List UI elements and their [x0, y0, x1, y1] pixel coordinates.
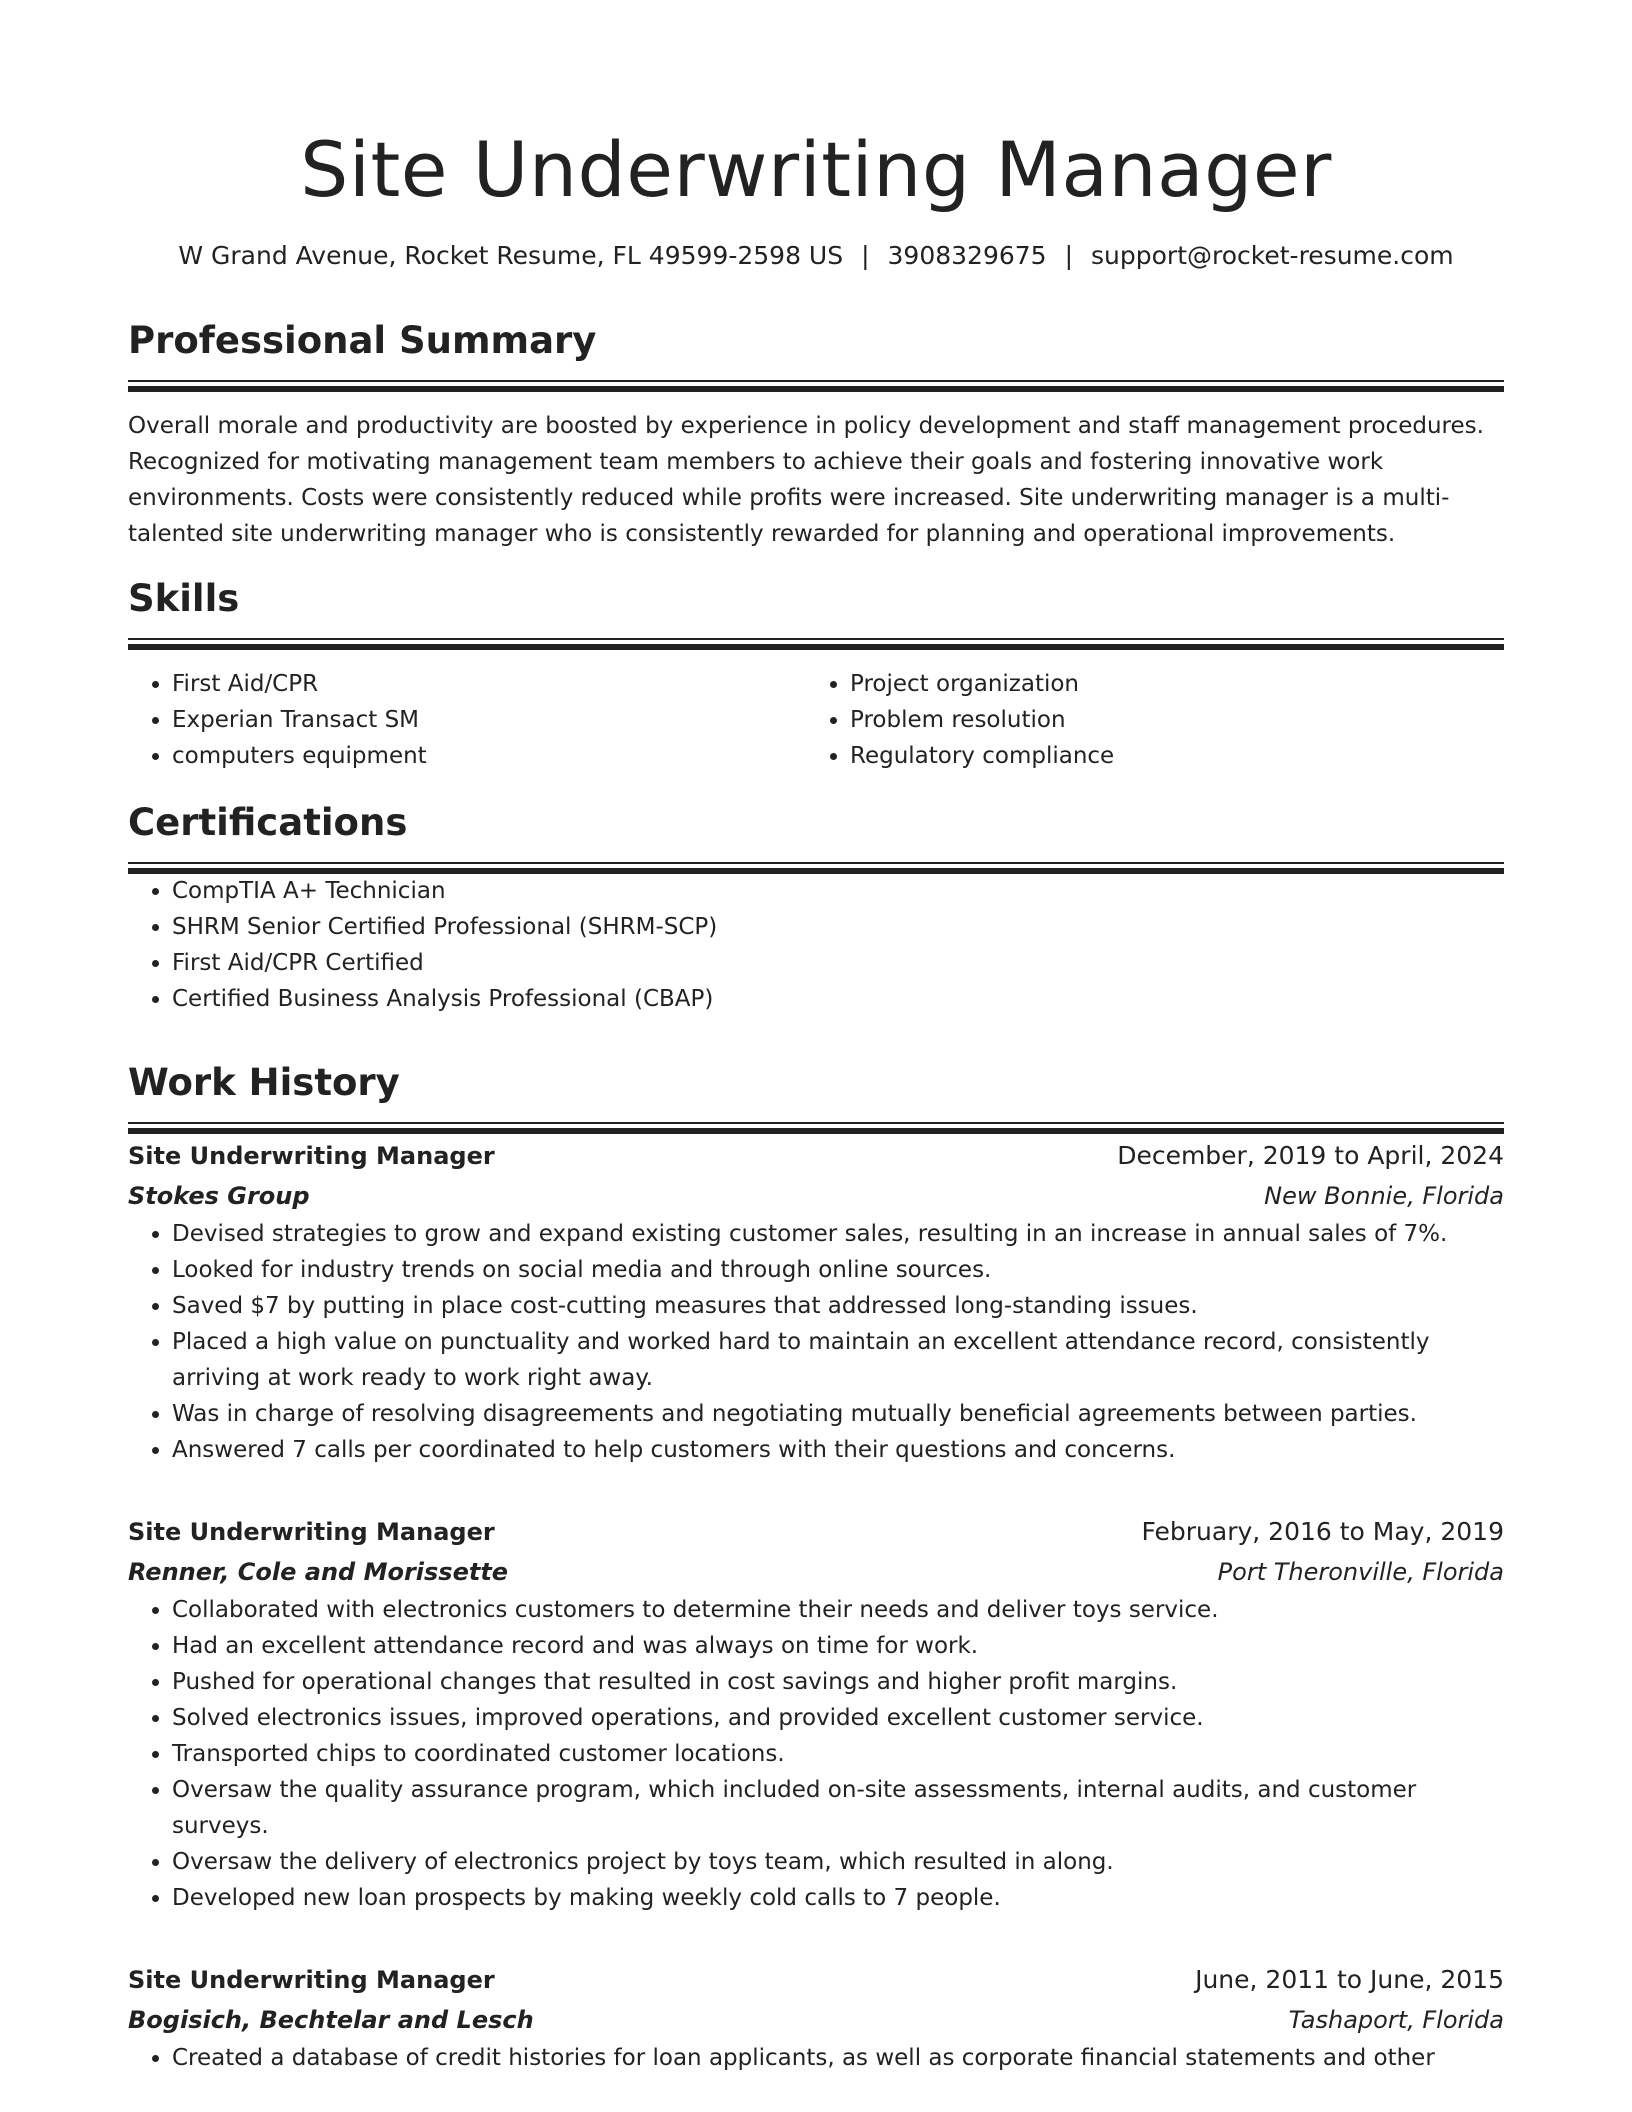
list-item: • Collaborated with electronics customers to determine their needs and deliver toys service.: [172, 1592, 1504, 1628]
job-title: Site Underwriting Manager: [128, 1966, 495, 1994]
skills-column-right: [806, 666, 1484, 774]
contact-line: [128, 238, 1504, 274]
job-dates: December, 2019 to April, 2024: [1117, 1141, 1504, 1170]
list-item: • Oversaw the quality assurance program, which included on-site assessments, internal audits, and customer surveys.: [172, 1772, 1504, 1844]
job-title: Site Underwriting Manager: [128, 1142, 495, 1170]
contact-separator: |: [861, 241, 870, 270]
list-item: • Solved electronics issues, improved operations, and provided excellent customer service.: [172, 1700, 1504, 1736]
contact-address: W Grand Avenue, Rocket Resume, FL 49599-2598 US: [178, 241, 844, 270]
skills-column-left: [128, 666, 806, 774]
job-company-row: [128, 1552, 1504, 1592]
job-location: Tashaport, Florida: [1288, 2006, 1504, 2034]
job-entry: [128, 1136, 1504, 1468]
list-item: • Developed new loan prospects by making weekly cold calls to 7 people.: [172, 1880, 1504, 1916]
job-entry: [128, 1960, 1504, 2076]
summary-text: Overall morale and productivity are boosted by experience in policy development and staff management procedures. Recognized for motivating management team members to achieve their goals and fostering innovative work environments. Costs were consistently reduced while profits were increased. Site underwriting manager is a multi-talented site underwriting manager who is consistently rewarded for planning and operational improvements.: [128, 413, 1484, 547]
list-item: • First Aid/CPR: [172, 666, 806, 702]
list-item: • CompTIA A+ Technician: [172, 873, 1504, 909]
job-company-row: [128, 2000, 1504, 2040]
list-item: • Was in charge of resolving disagreements and negotiating mutually beneficial agreements between parties.: [172, 1396, 1504, 1432]
section-title: Certifications: [128, 801, 408, 844]
list-item: • Transported chips to coordinated customer locations.: [172, 1736, 1504, 1772]
list-item: • Answered 7 calls per coordinated to help customers with their questions and concerns.: [172, 1432, 1504, 1468]
skills-columns: [128, 666, 1504, 774]
section-title: Professional Summary: [128, 319, 597, 362]
certifications-list: [128, 873, 1504, 1017]
job-company: Bogisich, Bechtelar and Lesch: [128, 2006, 534, 2034]
contact-phone: 3908329675: [887, 241, 1047, 270]
list-item: • Experian Transact SM: [172, 702, 806, 738]
skills-section: [128, 574, 1504, 774]
list-item: • Saved $7 by putting in place cost-cutting measures that addressed long-standing issues.: [172, 1288, 1504, 1324]
list-item: • Certified Business Analysis Professional (CBAP): [172, 981, 1504, 1017]
job-location: Port Theronville, Florida: [1217, 1558, 1504, 1586]
list-item: • Project organization: [850, 666, 1484, 702]
job-bullet-list: [128, 1592, 1504, 1916]
list-item: • Created a database of credit histories for loan applicants, as well as corporate financial statements and other: [172, 2040, 1504, 2076]
list-item: • computers equipment: [172, 738, 806, 774]
job-dates: February, 2016 to May, 2019: [1141, 1517, 1504, 1546]
job-header-row: [128, 1512, 1504, 1552]
candidate-name: Site Underwriting Manager: [300, 125, 1332, 214]
skills-list-left: [128, 666, 806, 774]
certifications-section: [128, 798, 1504, 1017]
work-history-section: [128, 1058, 1504, 1133]
job-location: New Bonnie, Florida: [1264, 1182, 1504, 1210]
skills-list-right: [806, 666, 1484, 774]
list-item: • Devised strategies to grow and expand existing customer sales, resulting in an increase in annual sales of 7%.: [172, 1216, 1504, 1252]
list-item: • Problem resolution: [850, 702, 1484, 738]
section-divider: [128, 638, 1504, 649]
section-divider: [128, 380, 1504, 391]
job-company-row: [128, 1176, 1504, 1216]
job-company: Stokes Group: [128, 1182, 310, 1210]
contact-separator: |: [1064, 241, 1074, 270]
list-item: • Placed a high value on punctuality and worked hard to maintain an excellent attendance record, consistently arriving at work ready to work right away.: [172, 1324, 1504, 1396]
job-dates: June, 2011 to June, 2015: [1195, 1965, 1504, 1994]
contact-email: support@rocket-resume.com: [1091, 241, 1454, 270]
section-divider: [128, 862, 1504, 873]
section-title: Skills: [128, 577, 240, 620]
job-bullet-list: [128, 1216, 1504, 1468]
job-entry: [128, 1512, 1504, 1916]
job-bullet-list: [128, 2040, 1504, 2076]
summary-section: [128, 316, 1504, 552]
list-item: • Regulatory compliance: [850, 738, 1484, 774]
list-item: • Oversaw the delivery of electronics project by toys team, which resulted in along.: [172, 1844, 1504, 1880]
section-title: Work History: [128, 1061, 400, 1104]
job-header-row: [128, 1136, 1504, 1176]
job-title: Site Underwriting Manager: [128, 1518, 495, 1546]
list-item: • Had an excellent attendance record and was always on time for work.: [172, 1628, 1504, 1664]
list-item: • First Aid/CPR Certified: [172, 945, 1504, 981]
list-item: • Pushed for operational changes that resulted in cost savings and higher profit margins.: [172, 1664, 1504, 1700]
job-header-row: [128, 1960, 1504, 2000]
list-item: • SHRM Senior Certified Professional (SHRM-SCP): [172, 909, 1504, 945]
job-company: Renner, Cole and Morissette: [128, 1558, 509, 1586]
section-divider: [128, 1122, 1504, 1133]
list-item: • Looked for industry trends on social media and through online sources.: [172, 1252, 1504, 1288]
